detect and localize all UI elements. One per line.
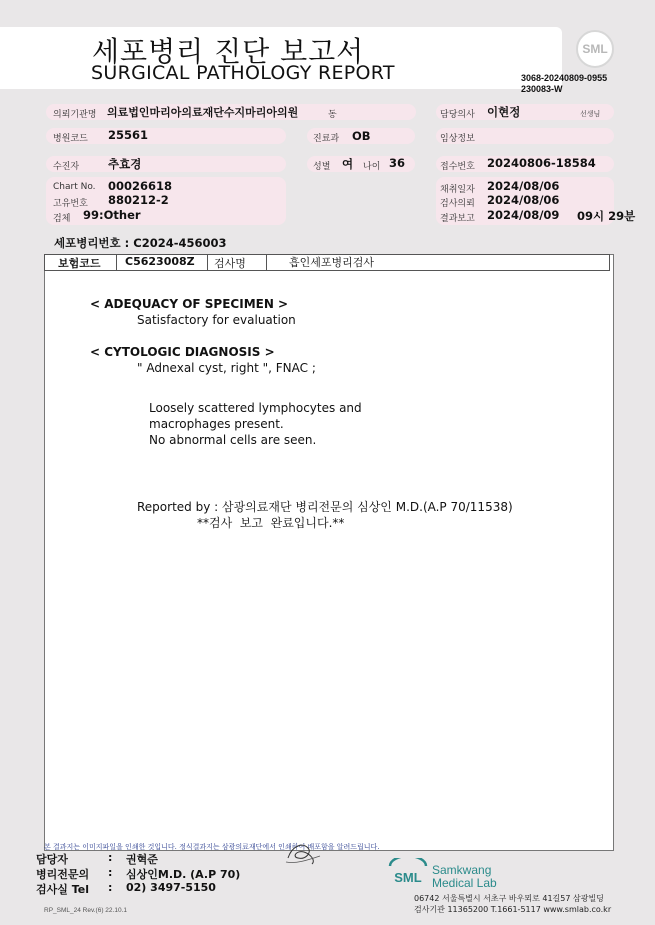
sex-value: 여 (342, 157, 354, 171)
collect-date-value: 2024/08/06 (487, 179, 560, 193)
collect-date-label: 채취일자 (440, 185, 475, 195)
result-date-label: 결과보고 (440, 214, 475, 224)
request-date-value: 2024/08/06 (487, 193, 560, 207)
print-notice: 본 결과지는 이미지파일을 인쇄한 것입니다. 정식결과지는 삼광의료재단에서 인쇄하여 배포함을 알려드립니다. (44, 843, 380, 851)
institution-label: 의뢰기관명 (53, 110, 97, 120)
document-number: 3068-20240809-0955 230083-W (521, 73, 608, 94)
examinee-field (46, 156, 286, 172)
lab-tel-colon: : (108, 881, 113, 894)
chart-value: 00026618 (108, 179, 173, 193)
diagnosis-heading: < CYTOLOGIC DIAGNOSIS > (90, 345, 275, 359)
hospital-code-value: 25561 (108, 128, 149, 142)
cell-divider (207, 254, 208, 271)
test-name-label: 검사명 (214, 257, 246, 270)
samkwang-brand-name: Samkwang Medical Lab (432, 863, 497, 890)
report-body (44, 254, 614, 851)
test-name-value: 흡인세포병리검사 (289, 256, 375, 269)
age-value: 36 (389, 156, 406, 170)
cell-divider (116, 254, 117, 271)
lab-tel-label: 검사실 Tel (36, 883, 89, 896)
receipt-label: 접수번호 (440, 162, 475, 172)
specimen-label: 검체 (53, 214, 71, 224)
form-revision: RP_SML_24 Rev.(6) 22.10.1 (44, 907, 127, 914)
result-date-value: 2024/08/09 (487, 208, 560, 222)
unique-no-value: 880212-2 (108, 193, 169, 207)
pathologist-value: 심상인M.D. (A.P 70) (126, 868, 241, 881)
institution-value: 의료법인마리아의료재단수지마리아의원 (107, 106, 299, 119)
unique-no-label: 고유번호 (53, 199, 88, 209)
report-complete-note: **검사 보고 완료입니다.** (197, 516, 345, 530)
specimen-value: 99:Other (83, 208, 141, 222)
doctor-value: 이현정 (487, 105, 521, 119)
finding-line-3: No abnormal cells are seen. (149, 433, 317, 447)
examinee-label: 수진자 (53, 162, 80, 172)
insurance-code-value: C5623008Z (125, 255, 195, 268)
request-date-label: 검사의뢰 (440, 199, 475, 209)
manager-value: 권혁준 (126, 853, 158, 866)
signature-icon (282, 838, 322, 868)
hospital-code-label: 병원코드 (53, 134, 88, 144)
dept-value: OB (352, 129, 371, 143)
cytology-number: 세포병리번호 : C2024-456003 (54, 236, 227, 250)
dept-label: 진료과 (313, 134, 340, 144)
svg-text:SML: SML (394, 870, 422, 885)
receipt-value: 20240806-18584 (487, 156, 596, 170)
insurance-code-label: 보험코드 (58, 257, 101, 270)
finding-line-2: macrophages present. (149, 417, 284, 431)
lab-tel-value: 02) 3497-5150 (126, 881, 216, 894)
sex-label: 성별 (313, 162, 331, 172)
chart-label: Chart No. (53, 182, 96, 192)
manager-colon: : (108, 851, 113, 864)
samkwang-logo-icon (386, 858, 430, 888)
finding-line-1: Loosely scattered lymphocytes and (149, 401, 362, 415)
pathologist-label: 병리전문의 (36, 868, 90, 881)
doctor-suffix: 선생님 (580, 110, 601, 118)
dong-label: 동 (328, 110, 337, 120)
result-time-value: 09시 29분 (577, 209, 636, 223)
reported-by: Reported by : 삼광의료재단 병리전문의 심상인 M.D.(A.P 70/11538) (137, 500, 513, 514)
manager-label: 담당자 (36, 853, 68, 866)
lab-address: 06742 서울특별시 서초구 바우뫼로 41길57 삼광빌딩 검사기관 11365200 T.1661-5117 www.smlab.co.kr (414, 894, 612, 914)
report-title-english: SURGICAL PATHOLOGY REPORT (91, 62, 395, 84)
sml-logo-icon: SML (576, 30, 614, 68)
pathologist-colon: : (108, 866, 113, 879)
examinee-value: 추효경 (108, 157, 142, 171)
report-title-korean: 세포병리 진단 보고서 (92, 35, 365, 68)
diagnosis-text: " Adnexal cyst, right ", FNAC ; (137, 361, 316, 375)
cell-divider (266, 254, 267, 271)
adequacy-heading: < ADEQUACY OF SPECIMEN > (90, 297, 289, 311)
clinical-info-label: 임상정보 (440, 134, 475, 144)
age-label: 나이 (363, 162, 381, 172)
doctor-label: 담당의사 (440, 110, 475, 120)
adequacy-text: Satisfactory for evaluation (137, 313, 296, 327)
